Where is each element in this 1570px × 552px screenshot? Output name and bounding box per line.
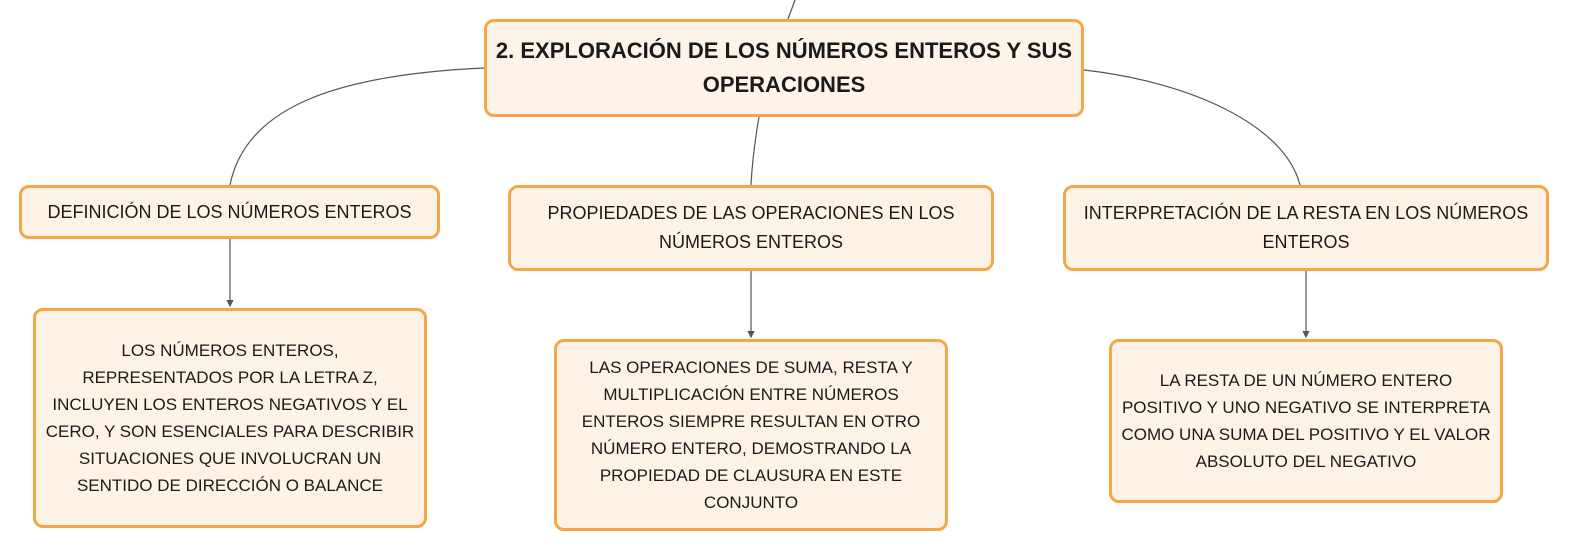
branch-title: PROPIEDADES DE LAS OPERACIONES EN LOS NÚMEROS ENTEROS [547, 203, 955, 252]
connector-root-to-branch-3 [1084, 70, 1300, 185]
branch-title: DEFINICIÓN DE LOS NÚMEROS ENTEROS [47, 201, 412, 222]
branch-node-propiedades[interactable] [508, 185, 994, 271]
detail-node-propiedades[interactable] [554, 339, 948, 531]
root-node[interactable] [484, 19, 1084, 117]
detail-node-interpretacion[interactable] [1109, 339, 1503, 503]
connector-root-to-branch-1 [230, 68, 484, 185]
detail-text: LA RESTA DE UN NÚMERO ENTERO POSITIVO Y UNO NEGATIVO SE INTERPRETA COMO UNA SUMA DEL POSITIVO Y EL VALOR ABSOLUTO DEL NEGATIVO [1121, 371, 1491, 471]
incoming-connector [788, 0, 795, 19]
root-title: 2. EXPLORACIÓN DE LOS NÚMEROS ENTEROS Y SUS OPERACIONES [495, 38, 1073, 97]
detail-text: LAS OPERACIONES DE SUMA, RESTA Y MULTIPLICACIÓN ENTRE NÚMEROS ENTEROS SIEMPRE RESULTAN EN OTRO NÚMERO ENTERO, DEMOSTRANDO LA PROPIEDAD DE CLAUSURA EN ESTE CONJUNTO [581, 358, 921, 512]
detail-node-definicion[interactable] [33, 308, 427, 528]
connector-root-to-branch-2 [751, 117, 759, 185]
branch-node-definicion[interactable] [19, 185, 440, 239]
branch-title: INTERPRETACIÓN DE LA RESTA EN LOS NÚMEROS ENTEROS [1083, 203, 1529, 252]
branch-node-interpretacion[interactable] [1063, 185, 1549, 271]
detail-text: LOS NÚMEROS ENTEROS, REPRESENTADOS POR LA LETRA Z, INCLUYEN LOS ENTEROS NEGATIVOS Y EL CERO, Y SON ESENCIALES PARA DESCRIBIR SITUACIONES QUE INVOLUCRAN UN SENTIDO DE DIRECCIÓN O BALANCE [45, 341, 415, 495]
